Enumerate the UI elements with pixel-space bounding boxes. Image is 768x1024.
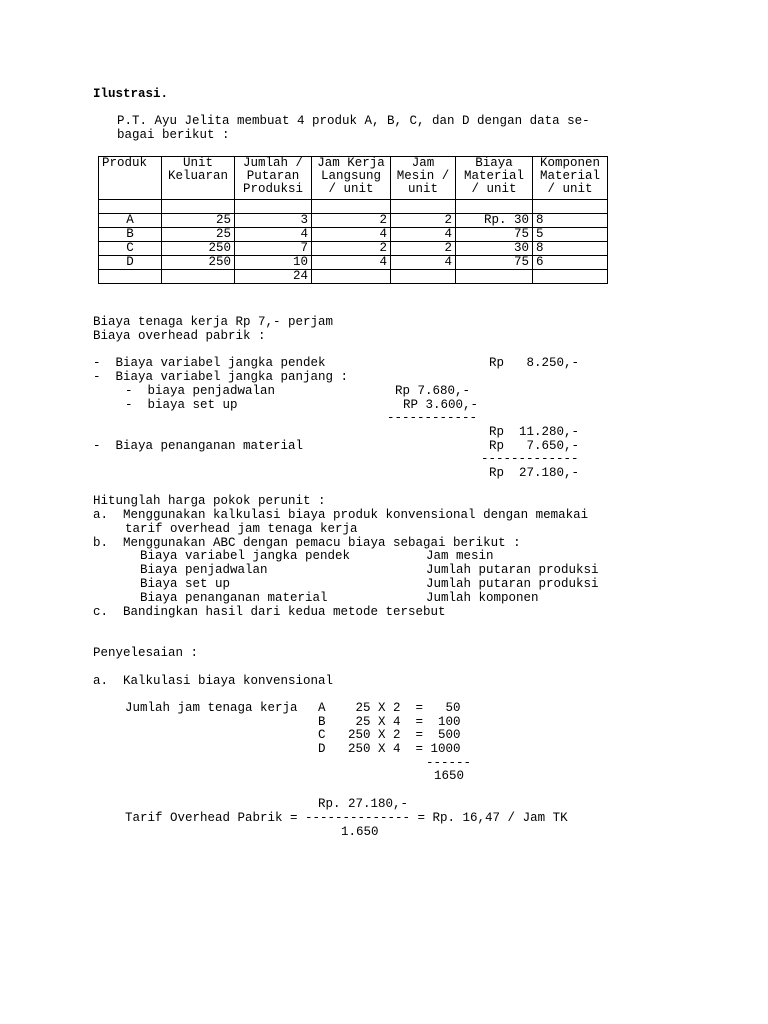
table-cell: 250 [162, 256, 235, 270]
table-cell: 30 [456, 242, 533, 256]
long-term-total: Rp 11.280,- [489, 425, 580, 439]
table-row [99, 214, 608, 228]
table-cell: 24 [235, 270, 312, 284]
table-cell: Rp. 30 [456, 214, 533, 228]
header-biaya-material: Biaya Material / unit [456, 157, 533, 200]
table-cell: 2 [312, 214, 391, 228]
table-cell: 2 [391, 242, 456, 256]
setup-label: - biaya set up [125, 398, 238, 412]
table-cell [235, 200, 312, 214]
labor-cost-line: Biaya tenaga kerja Rp 7,- perjam [93, 315, 334, 329]
calc-row-c: C 250 X 2 = 500 [318, 728, 461, 742]
calc-row-b: B 25 X 4 = 100 [318, 715, 461, 729]
table-cell: 3 [235, 214, 312, 228]
calc-divider: ------ [426, 756, 472, 770]
header-jumlah-putaran: Jumlah / Putaran Produksi [235, 157, 312, 200]
short-term-value: Rp 8.250,- [489, 356, 580, 370]
table-row [99, 242, 608, 256]
table-cell: A [99, 214, 162, 228]
product-data-table [98, 156, 608, 284]
table-row [99, 256, 608, 270]
setup-value: RP 3.600,- [403, 398, 479, 412]
table-cell: 75 [456, 256, 533, 270]
table-cell: 2 [312, 242, 391, 256]
table-cell [312, 270, 391, 284]
table-cell: 5 [533, 228, 608, 242]
calc-total: 1650 [434, 769, 465, 783]
driver-base-1: Jam mesin [426, 549, 494, 563]
table-cell [312, 200, 391, 214]
table-cell: B [99, 228, 162, 242]
table-cell: C [99, 242, 162, 256]
material-handling-value: Rp 7.650,- [489, 439, 580, 453]
intro-line-2: bagai berikut : [117, 128, 230, 142]
table-cell: 8 [533, 214, 608, 228]
table-total-row [99, 270, 608, 284]
table-cell [391, 270, 456, 284]
overhead-heading: Biaya overhead pabrik : [93, 329, 266, 343]
table-cell: 75 [456, 228, 533, 242]
rate-denominator: 1.650 [341, 825, 379, 839]
solution-heading: Penyelesaian : [93, 646, 199, 660]
long-term-label: - Biaya variabel jangka panjang : [93, 370, 349, 384]
labor-hours-label: Jumlah jam tenaga kerja [125, 701, 298, 715]
question-a-line-2: tarif overhead jam tenaga kerja [125, 522, 358, 536]
table-cell [456, 270, 533, 284]
table-cell: 4 [391, 256, 456, 270]
question-prompt: Hitunglah harga pokok perunit : [93, 494, 326, 508]
table-header-row [99, 157, 608, 200]
table-cell: 250 [162, 242, 235, 256]
driver-cost-1: Biaya variabel jangka pendek [140, 549, 351, 563]
driver-base-3: Jumlah putaran produksi [426, 577, 599, 591]
document-title: Ilustrasi. [93, 87, 169, 101]
scheduling-label: - biaya penjadwalan [125, 384, 276, 398]
table-cell [99, 270, 162, 284]
table-cell: D [99, 256, 162, 270]
table-cell: 4 [391, 228, 456, 242]
header-jam-mesin: Jam Mesin / unit [391, 157, 456, 200]
scheduling-value: Rp 7.680,- [395, 384, 471, 398]
material-handling-label: - Biaya penanganan material [93, 439, 304, 453]
calc-row-d: D 250 X 4 = 1000 [318, 742, 461, 756]
total-divider: ------------- [481, 452, 579, 466]
intro-line-1: P.T. Ayu Jelita membuat 4 produk A, B, C, dan D dengan data se- [117, 114, 590, 128]
header-unit-keluaran: Unit Keluaran [162, 157, 235, 200]
table-cell: 8 [533, 242, 608, 256]
table-row [99, 228, 608, 242]
table-cell: 6 [533, 256, 608, 270]
driver-cost-2: Biaya penjadwalan [140, 563, 268, 577]
table-cell [99, 200, 162, 214]
table-cell: 4 [312, 228, 391, 242]
table-cell [162, 200, 235, 214]
question-b-line-1: b. Menggunakan ABC dengan pemacu biaya sebagai berikut : [93, 536, 521, 550]
table-cell [391, 200, 456, 214]
table-row [99, 200, 608, 214]
driver-cost-4: Biaya penanganan material [140, 591, 328, 605]
table-cell: 2 [391, 214, 456, 228]
short-term-label: - Biaya variabel jangka pendek [93, 356, 326, 370]
header-produk: Produk [99, 157, 162, 200]
driver-cost-3: Biaya set up [140, 577, 231, 591]
table-cell: 7 [235, 242, 312, 256]
table-cell: 10 [235, 256, 312, 270]
table-cell: 4 [312, 256, 391, 270]
table-cell [533, 270, 608, 284]
driver-base-2: Jumlah putaran produksi [426, 563, 599, 577]
header-komponen-material: Komponen Material / unit [533, 157, 608, 200]
table-cell: 25 [162, 228, 235, 242]
table-cell: 25 [162, 214, 235, 228]
solution-a-heading: a. Kalkulasi biaya konvensional [93, 674, 334, 688]
calc-row-a: A 25 X 2 = 50 [318, 701, 461, 715]
table-cell [456, 200, 533, 214]
grand-total: Rp 27.180,- [489, 466, 580, 480]
question-c-line: c. Bandingkan hasil dari kedua metode tersebut [93, 605, 446, 619]
table-cell: 4 [235, 228, 312, 242]
table-cell [533, 200, 608, 214]
question-a-line-1: a. Menggunakan kalkulasi biaya produk konvensional dengan memakai [93, 508, 589, 522]
rate-numerator: Rp. 27.180,- [318, 797, 409, 811]
subtotal-divider: ------------ [387, 411, 478, 425]
rate-formula-line: Tarif Overhead Pabrik = -------------- = Rp. 16,47 / Jam TK [125, 811, 568, 825]
header-jam-kerja: Jam Kerja Langsung / unit [312, 157, 391, 200]
table-cell [162, 270, 235, 284]
driver-base-4: Jumlah komponen [426, 591, 539, 605]
